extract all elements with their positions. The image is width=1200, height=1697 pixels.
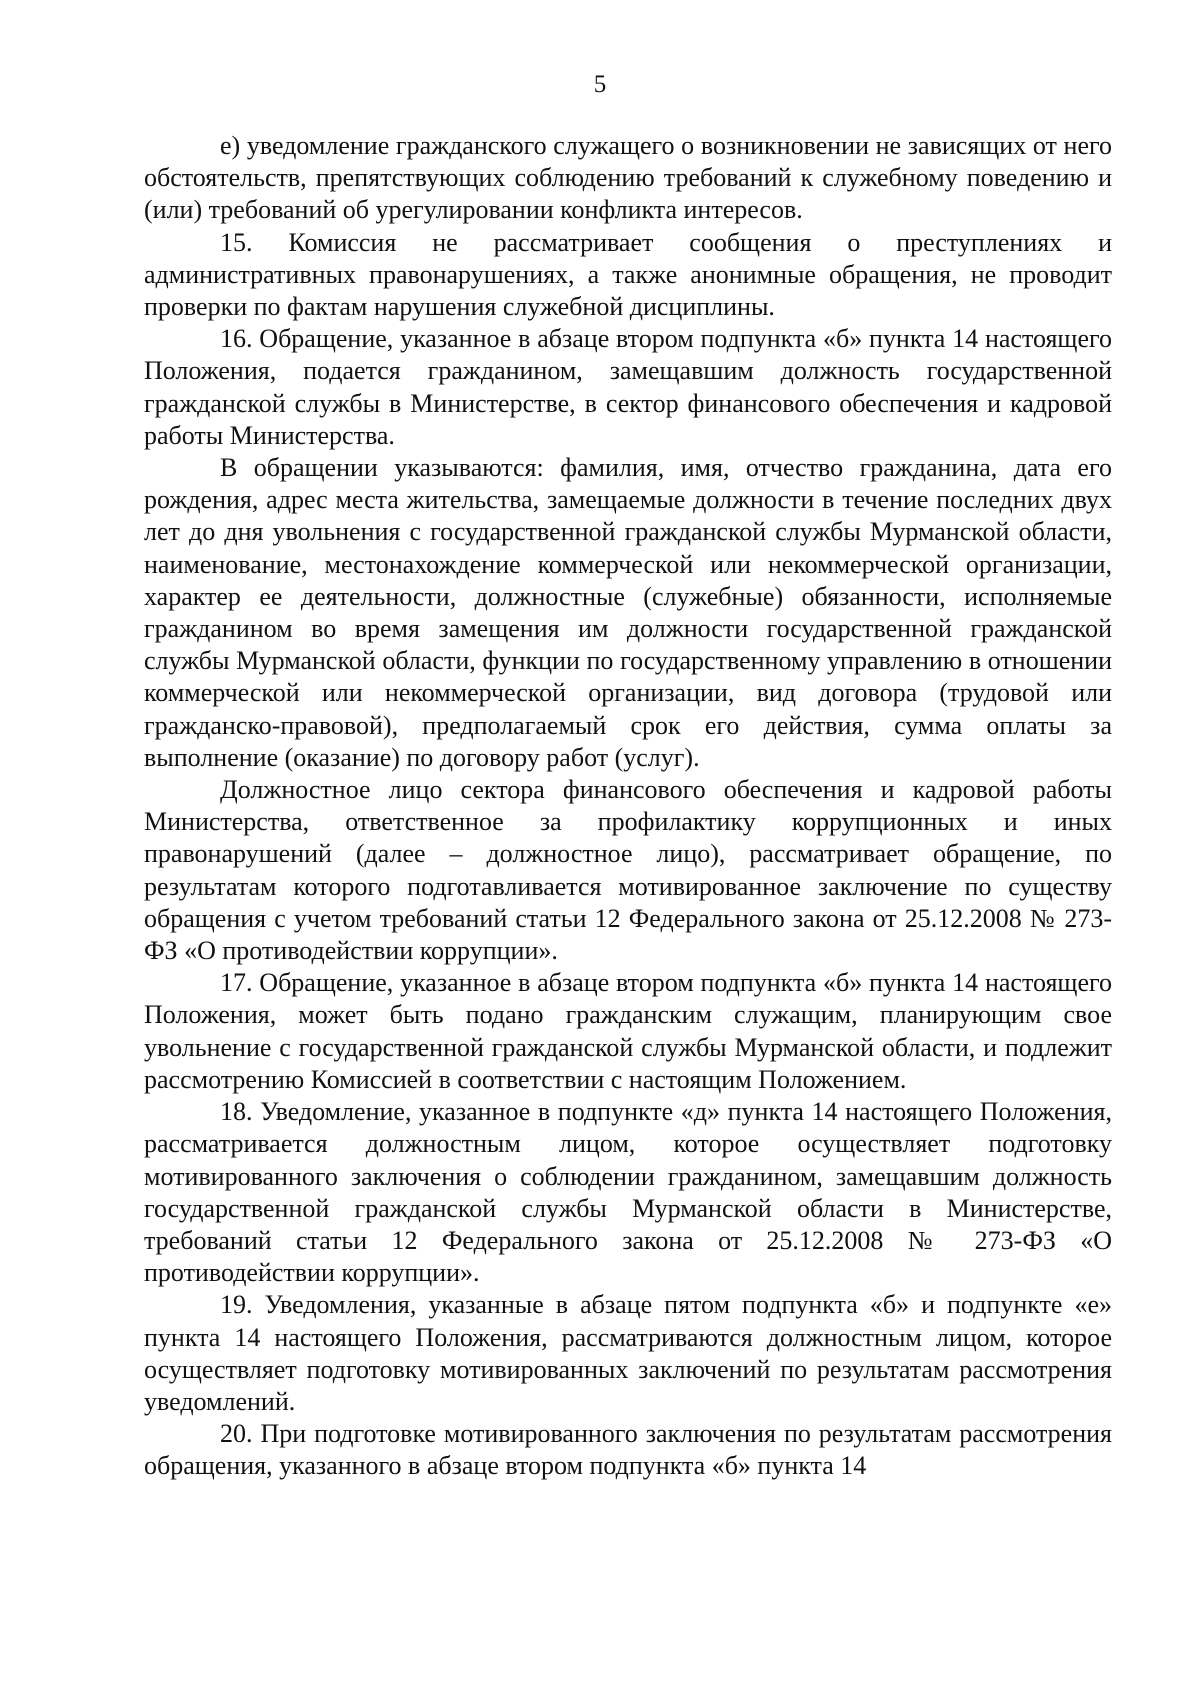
page-number: 5 xyxy=(593,71,607,98)
paragraph-20: 20. При подготовке мотивированного заключения по результатам рассмотрения обращения, указанного в абзаце втором подпункта «б» пункта 14 xyxy=(144,1419,1112,1481)
paragraph-16-appeal-contents: В обращении указываются: фамилия, имя, отчество гражданина, дата его рождения, адрес места жительства, замещаемые должности в течение последних двух лет до дня увольнения с государственной гражданской службы Мурманской области, наименование, местонахождение коммерческой или некоммерческой организации, характер ее деятельности, должностные (служебные) обязанности, исполняемые гражданином во время замещения им должности государственной гражданской службы Мурманской области, функции по государственному управлению в отношении коммерческой или некоммерческой организации, вид договора (трудовой или гражданско-правовой), предполагаемый срок его действия, сумма оплаты за выполнение (оказание) по договору работ (услуг). xyxy=(144,453,1112,772)
paragraph-15: 15. Комиссия не рассматривает сообщения о преступлениях и административных правонарушениях, а также анонимные обращения, не проводит проверки по фактам нарушения служебной дисциплины. xyxy=(144,227,1112,322)
paragraph-17: 17. Обращение, указанное в абзаце втором подпункта «б» пункта 14 настоящего Положения, может быть подано гражданским служащим, планирующим свое увольнение с государственной гражданской службы Мурманской области, и подлежит рассмотрению Комиссией в соответствии с настоящим Положением. xyxy=(144,968,1112,1094)
paragraph-16-official: Должностное лицо сектора финансового обеспечения и кадровой работы Министерства, ответственное за профилактику коррупционных и иных правонарушений (далее – должностное лицо), рассматривает обращение, по результатам которого подготавливается мотивированное заключение по существу обращения с учетом требований статьи 12 Федерального закона от 25.12.2008 № 273-ФЗ «О противодействии коррупции». xyxy=(144,775,1112,966)
paragraph-16: 16. Обращение, указанное в абзаце втором подпункта «б» пункта 14 настоящего Положения, подается гражданином, замещавшим должность государственной гражданской службы в Министерстве, в сектор финансового обеспечения и кадровой работы Министерства. xyxy=(144,324,1112,450)
paragraph-14e: е) уведомление гражданского служащего о возникновении не зависящих от него обстоятельств, препятствующих соблюдению требований к служебному поведению и (или) требований об урегулировании конфликта интересов. xyxy=(144,131,1112,225)
document-body xyxy=(144,130,1112,1483)
paragraph-19: 19. Уведомления, указанные в абзаце пятом подпункта «б» и подпункте «е» пункта 14 настоящего Положения, рассматриваются должностным лицом, которое осуществляет подготовку мотивированных заключений по результатам рассмотрения уведомлений. xyxy=(144,1290,1112,1416)
paragraph-18: 18. Уведомление, указанное в подпункте «д» пункта 14 настоящего Положения, рассматривается должностным лицом, которое осуществляет подготовку мотивированного заключения о соблюдении гражданином, замещавшим должность государственной гражданской службы Мурманской области в Министерстве, требований статьи 12 Федерального закона от 25.12.2008 № 273-ФЗ «О противодействии коррупции». xyxy=(144,1097,1112,1288)
